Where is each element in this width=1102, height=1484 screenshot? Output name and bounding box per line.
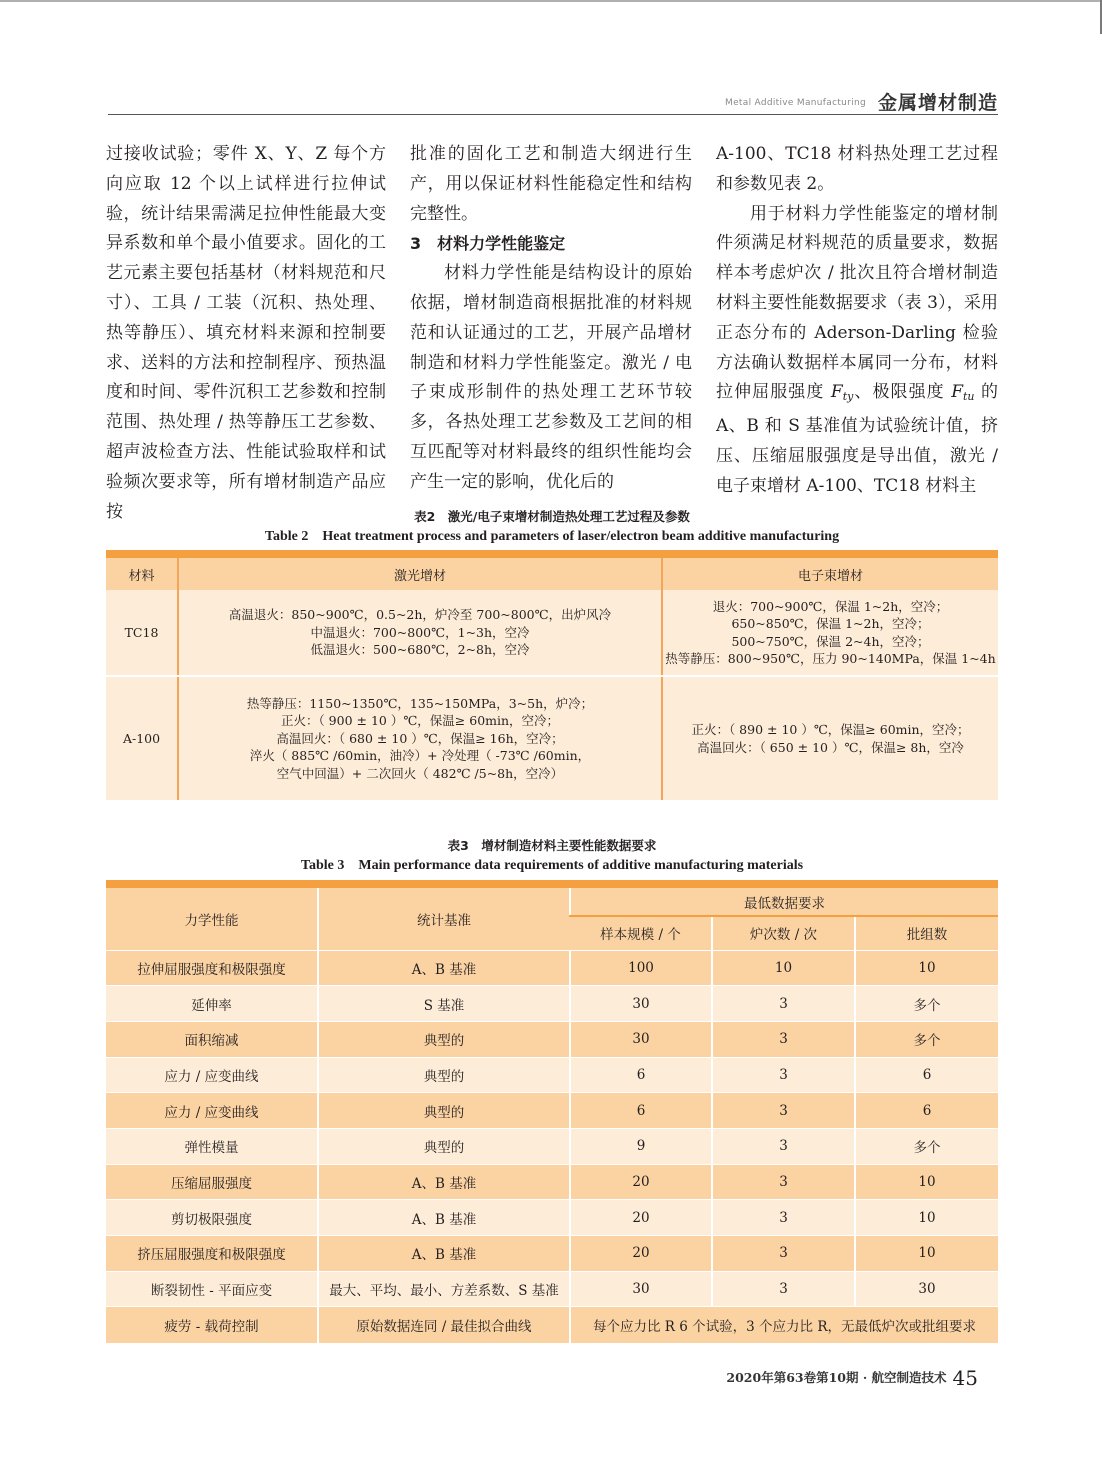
table-cell: 30 xyxy=(855,1271,998,1307)
table-row xyxy=(106,950,998,986)
table-cell: 典型的 xyxy=(318,1021,570,1057)
material-cell: A-100 xyxy=(106,676,178,800)
table-cell: 典型的 xyxy=(318,1128,570,1164)
paragraph: 材料力学性能是结构设计的原始依据，增材制造商根据批准的材料规范和认证通过的工艺，开展产品增材制造和材料力学性能鉴定。激光 / 电子束成形制件的热处理工艺环节较多，各热处理工艺参数及工艺间的相互匹配等对材料最终的组织性能均会产生一定的影响，优化后的 xyxy=(410,263,692,492)
table-row xyxy=(106,1021,998,1057)
cell-line: 热等静压：800~950℃，压力 90~140MPa，保温 1~4h xyxy=(665,651,996,666)
table2-caption xyxy=(106,507,998,547)
table-cell: 6 xyxy=(855,1093,998,1129)
table-row xyxy=(106,1236,998,1272)
column-header: 炉次数 / 次 xyxy=(712,916,855,950)
group-header: 最低数据要求 xyxy=(570,884,998,916)
table-cell: 10 xyxy=(855,1236,998,1272)
table-cell: 弹性模量 xyxy=(106,1128,318,1164)
table-cell: 20 xyxy=(570,1236,712,1272)
material-cell: TC18 xyxy=(106,590,178,676)
laser-cell xyxy=(178,590,662,676)
table2-caption-cn: 表2 激光/电子束增材制造热处理工艺过程及参数 xyxy=(414,509,690,524)
table-row xyxy=(106,1164,998,1200)
table-cell: 面积缩减 xyxy=(106,1021,318,1057)
merged-cell: 每个应力比 R 6 个试验，3 个应力比 R，无最低炉次或批组要求 xyxy=(570,1307,998,1343)
cell-line: 正火：（ 900 ± 10 ）℃，保温≥ 60min，空冷； xyxy=(280,713,560,729)
table-cell: 10 xyxy=(855,1164,998,1200)
table3-caption xyxy=(106,836,998,876)
table-cell: A、B 基准 xyxy=(318,1164,570,1200)
table-cell: 30 xyxy=(570,1271,712,1307)
table2 xyxy=(106,550,998,800)
footer-journal-info: 2020年第63卷第10期 · 航空制造技术 xyxy=(726,1370,947,1385)
header-rule xyxy=(108,114,998,115)
table-cell: 疲劳 - 载荷控制 xyxy=(106,1307,318,1343)
table-cell: 典型的 xyxy=(318,1057,570,1093)
table-row xyxy=(106,1093,998,1129)
table-cell: 100 xyxy=(570,950,712,986)
cell-line: 正火：（ 890 ± 10 ）℃，保温≥ 60min，空冷； xyxy=(691,722,970,737)
table-cell: 断裂韧性 - 平面应变 xyxy=(106,1271,318,1307)
page-footer xyxy=(726,1366,978,1390)
table-cell: 典型的 xyxy=(318,1093,570,1129)
cell-line: 热等静压：1150~1350℃，135~150MPa，3~5h，炉冷； xyxy=(246,695,594,711)
column-header: 批组数 xyxy=(855,916,998,950)
running-header xyxy=(108,88,998,112)
table-cell: 3 xyxy=(712,1271,855,1307)
journal-title-cn: 金属增材制造 xyxy=(877,92,998,114)
laser-cell xyxy=(178,676,662,800)
cell-line: 中温退火：700~800℃，1~3h，空冷 xyxy=(310,624,530,640)
table-cell: 10 xyxy=(855,1200,998,1236)
table-cell: 6 xyxy=(570,1093,712,1129)
section-heading: 3 材料力学性能鉴定 xyxy=(410,234,566,254)
cell-line: 500~750℃，保温 2~4h，空冷； xyxy=(731,633,930,649)
column-header: 力学性能 xyxy=(106,884,318,950)
table-cell: A、B 基准 xyxy=(318,1236,570,1272)
table-row xyxy=(106,1128,998,1164)
table-row xyxy=(106,1057,998,1093)
table3 xyxy=(106,880,998,1343)
ebeam-cell xyxy=(662,676,998,800)
table3-caption-en: Table 3 Main performance data requirements of additive manufacturing materials xyxy=(300,858,804,873)
table-cell: 压缩屈服强度 xyxy=(106,1164,318,1200)
cell-line: 低温退火：500~680℃，2~8h，空冷 xyxy=(310,642,530,658)
symbol-F: F xyxy=(951,382,964,403)
text-column-3 xyxy=(716,140,998,502)
table-cell: 3 xyxy=(712,1236,855,1272)
table-cell: 6 xyxy=(570,1057,712,1093)
table-cell: 应力 / 应变曲线 xyxy=(106,1093,318,1129)
cell-line: 退火：700~900℃，保温 1~2h，空冷； xyxy=(712,598,949,614)
column-header: 激光增材 xyxy=(178,554,662,590)
cell-line: 空气中回温）+ 二次回火（ 482℃ /5~8h，空冷） xyxy=(276,765,564,781)
table-cell: 3 xyxy=(712,1128,855,1164)
text-run: 、极限强度 xyxy=(853,382,952,403)
table-cell: 20 xyxy=(570,1164,712,1200)
table-row xyxy=(106,1307,998,1343)
table-cell: 30 xyxy=(570,986,712,1022)
table-cell: 多个 xyxy=(855,986,998,1022)
table3-body xyxy=(106,950,998,1343)
journal-title-en: Metal Additive Manufacturing xyxy=(725,98,866,108)
table3-caption-cn: 表3 增材制造材料主要性能数据要求 xyxy=(447,838,657,853)
table2-caption-en: Table 2 Heat treatment process and parameters of laser/electron beam additive manufacturing xyxy=(264,529,840,544)
paragraph: A-100、TC18 材料热处理工艺过程和参数见表 2。 xyxy=(716,144,998,194)
table-cell: 3 xyxy=(712,1200,855,1236)
paragraph xyxy=(716,200,998,502)
column-header: 样本规模 / 个 xyxy=(570,916,712,950)
table-cell: 30 xyxy=(570,1021,712,1057)
top-border-rule xyxy=(0,0,1102,2)
table-cell: 剪切极限强度 xyxy=(106,1200,318,1236)
table-cell: 3 xyxy=(712,986,855,1022)
table-cell: 3 xyxy=(712,1093,855,1129)
table-cell: 拉伸屈服强度和极限强度 xyxy=(106,950,318,986)
table-cell: 最大、平均、最小、方差系数、S 基准 xyxy=(318,1271,570,1307)
cell-line: 高温退火：850~900℃，0.5~2h，炉冷至 700~800℃，出炉风冷 xyxy=(228,607,612,623)
text-column-1 xyxy=(106,140,386,527)
ebeam-cell xyxy=(662,590,998,676)
symbol-F: F xyxy=(830,382,843,403)
table-cell: A、B 基准 xyxy=(318,1200,570,1236)
table-cell: 10 xyxy=(855,950,998,986)
table-row xyxy=(106,1200,998,1236)
table-cell: 延伸率 xyxy=(106,986,318,1022)
subscript-tu: tu xyxy=(963,390,975,404)
column-header: 电子束增材 xyxy=(662,554,998,590)
column-header: 统计基准 xyxy=(318,884,570,950)
table-row xyxy=(106,590,998,676)
text-run: 的 A、B 和 S 基准值为试验统计值，挤压、压缩屈服强度是导出值，激光 / 电子束增材 A-100、TC18 材料主 xyxy=(716,382,999,496)
table-row xyxy=(106,676,998,800)
table-cell: 3 xyxy=(712,1057,855,1093)
table-cell: 多个 xyxy=(855,1021,998,1057)
text-run: 用于材料力学性能鉴定的增材制件须满足材料规范的质量要求，数据样本考虑炉次 / 批次且符合增材制造材料主要性能数据要求（表 3），采用正态分布的 Aderson-Darling 检验方法确认数据样本属同一分布，材料拉伸屈服强度 xyxy=(716,203,998,403)
table-cell: 原始数据连同 / 最佳拟合曲线 xyxy=(318,1307,570,1343)
paragraph: 批准的固化工艺和制造大纲进行生产，用以保证材料性能稳定性和结构完整性。 xyxy=(410,144,692,224)
cell-line: 高温回火：（ 680 ± 10 ）℃，保温≥ 16h，空冷； xyxy=(276,730,564,746)
table-row xyxy=(106,1271,998,1307)
text-column-2 xyxy=(410,140,692,498)
table-cell: 挤压屈服强度和极限强度 xyxy=(106,1236,318,1272)
subscript-ty: ty xyxy=(842,390,854,404)
table-cell: 3 xyxy=(712,1164,855,1200)
table-cell: A、B 基准 xyxy=(318,950,570,986)
table-cell: 6 xyxy=(855,1057,998,1093)
table-cell: 3 xyxy=(712,1021,855,1057)
table-cell: 应力 / 应变曲线 xyxy=(106,1057,318,1093)
table-cell: S 基准 xyxy=(318,986,570,1022)
table-row xyxy=(106,986,998,1022)
paragraph: 过接收试验；零件 X、Y、Z 每个方向应取 12 个以上试样进行拉伸试验，统计结果需满足拉伸性能最大变异系数和单个最小值要求。固化的工艺元素主要包括基材（材料规范和尺寸）、工具 / 工装（沉积、热处理、热等静压）、填充材料来源和控制要求、送料的方法和控制程序、预热温度和时间、零件沉积工艺参数和控制范围、热处理 / 热等静压工艺参数、超声波检查方法、性能试验取样和试验频次要求等，所有增材制造产品应按 xyxy=(106,144,386,522)
table-cell: 20 xyxy=(570,1200,712,1236)
page-number: 45 xyxy=(952,1366,978,1390)
table-cell: 10 xyxy=(712,950,855,986)
column-header: 材料 xyxy=(106,554,178,590)
table-cell: 9 xyxy=(570,1128,712,1164)
cell-line: 高温回火：（ 650 ± 10 ）℃，保温≥ 8h，空冷 xyxy=(697,739,964,755)
cell-line: 淬火（ 885℃ /60min，油冷）+ 冷处理（ -73℃ /60min， xyxy=(249,748,591,764)
table-cell: 多个 xyxy=(855,1128,998,1164)
cell-line: 650~850℃，保温 1~2h，空冷； xyxy=(731,616,930,631)
